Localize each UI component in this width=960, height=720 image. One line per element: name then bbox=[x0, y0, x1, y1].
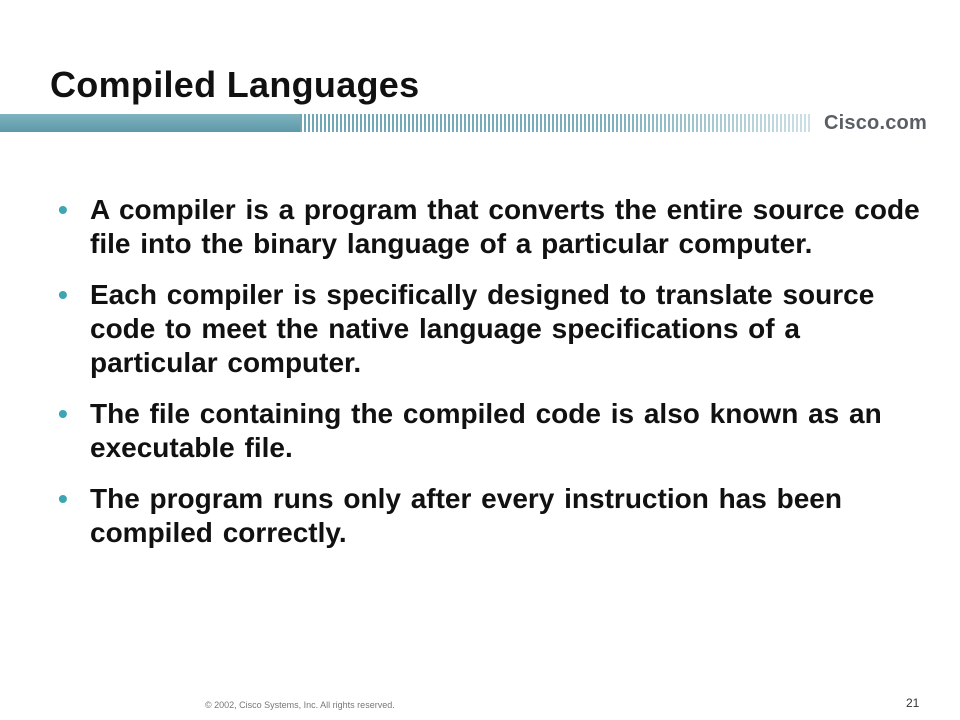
cisco-logo-text: Cisco.com bbox=[824, 112, 927, 134]
bullet-item bbox=[58, 397, 928, 465]
bullet-icon: • bbox=[58, 279, 68, 310]
bullet-text: A compiler is a program that converts the entire source code file into the binary language of a particular computer. bbox=[90, 194, 920, 259]
bullet-text: The program runs only after every instruction has been compiled correctly. bbox=[90, 483, 842, 548]
copyright-footer: © 2002, Cisco Systems, Inc. All rights reserved. bbox=[205, 700, 395, 710]
slide-title: Compiled Languages bbox=[50, 64, 420, 105]
bullet-item bbox=[58, 278, 928, 380]
bullet-icon: • bbox=[58, 398, 68, 429]
bullet-list bbox=[58, 193, 928, 567]
bullet-icon: • bbox=[58, 194, 68, 225]
bullet-text: The file containing the compiled code is also known as an executable file. bbox=[90, 398, 882, 463]
header-bar-solid bbox=[0, 114, 300, 132]
header-bar-stripes bbox=[300, 114, 810, 132]
bullet-text: Each compiler is specifically designed to translate source code to meet the native language specifications of a particular computer. bbox=[90, 279, 875, 378]
header-bar bbox=[0, 112, 960, 134]
page-number: 21 bbox=[906, 696, 920, 710]
bullet-item bbox=[58, 193, 928, 261]
bullet-icon: • bbox=[58, 483, 68, 514]
bullet-item bbox=[58, 482, 928, 550]
